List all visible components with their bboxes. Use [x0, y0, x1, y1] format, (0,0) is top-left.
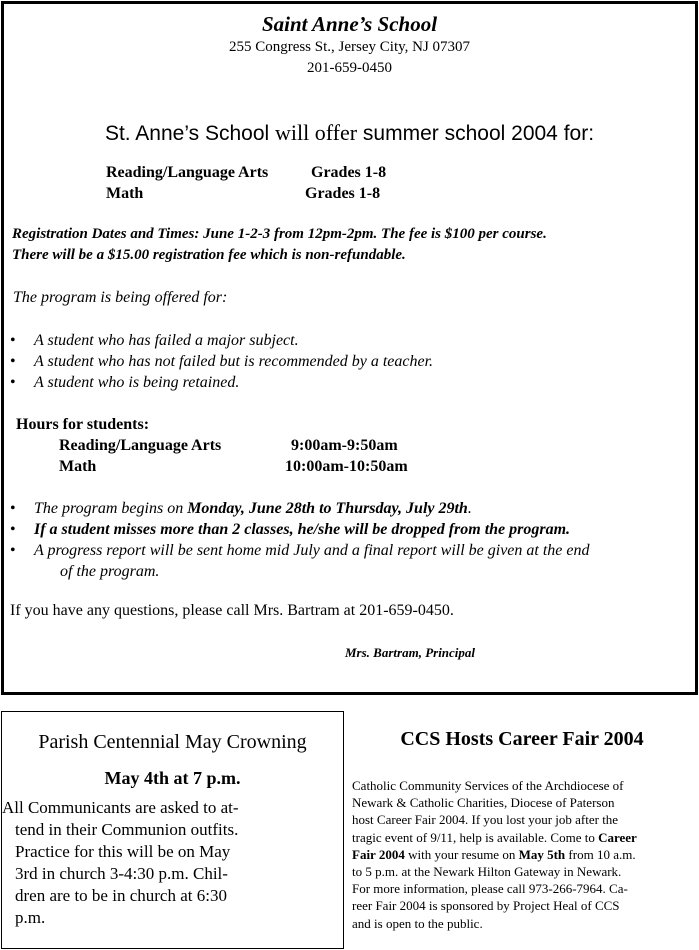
ccs-line: host Career Fair 2004. If you lost your job after the	[352, 812, 619, 828]
course-name: Math	[106, 185, 144, 202]
summer-school-notice	[1, 1, 698, 695]
parish-line: All Communicants are asked to at-	[2, 798, 239, 817]
parish-line: dren are to be in church at 6:30	[15, 886, 227, 905]
school-address: 255 Congress St., Jersey City, NJ 07307	[228, 39, 471, 55]
ccs-line: For more information, please call 973-266-7964. Ca-	[352, 881, 628, 897]
ccs-line: reer Fair 2004 is sponsored by Project Heal of CCS	[352, 898, 620, 914]
eligibility-list	[6, 330, 686, 393]
parish-title	[2, 731, 343, 754]
list-item: • A student who is being retained.	[10, 374, 240, 391]
hours-subject: Math	[59, 458, 97, 475]
offered-intro: The program is being offered for:	[13, 289, 228, 306]
parish-title-part-2: May Crowning	[184, 731, 307, 753]
hours-time: 9:00am-9:50am	[291, 437, 398, 454]
hours-heading: Hours for students:	[16, 416, 150, 433]
parish-body	[2, 797, 332, 929]
ccs-career-fair-body	[352, 777, 692, 932]
bullet-icon: •	[10, 521, 16, 538]
parish-may-crowning-box	[1, 711, 344, 949]
ccs-line: tragic event of 9/11, help is available. Come to Career	[352, 829, 637, 845]
headline-part-3: summer school 2004 for:	[357, 122, 595, 145]
course-grades: Grades 1-8	[311, 164, 387, 181]
list-item: • The program begins on Monday, June 28th to Thursday, July 29th.	[10, 500, 472, 517]
ccs-line: Fair 2004 with your resume on May 5th from 10 a.m.	[352, 846, 636, 862]
parish-line: tend in their Communion outfits.	[15, 820, 239, 839]
hours-subject: Reading/Language Arts	[59, 437, 222, 454]
course-grades: Grades 1-8	[305, 185, 381, 202]
school-name: Saint Anne’s School	[261, 12, 438, 36]
course-name: Reading/Language Arts	[106, 164, 269, 181]
list-item: • If a student misses more than 2 classes, he/she will be dropped from the program.	[10, 521, 571, 538]
parish-line: 3rd in church 3-4:30 p.m. Chil-	[15, 864, 228, 883]
headline-part-2: will offer	[275, 120, 358, 145]
list-item: • A student who has not failed but is recommended by a teacher.	[10, 353, 434, 370]
list-item: • A progress report will be sent home mid July and a final report will be given at the end of the program.	[10, 542, 590, 580]
parish-line: p.m.	[15, 908, 46, 927]
registration-line: There will be a $15.00 registration fee which is non-refundable.	[12, 247, 406, 263]
ccs-career-fair-title: CCS Hosts Career Fair 2004	[400, 728, 644, 750]
ccs-line: to 5 p.m. at the Newark Hilton Gateway in Newark.	[352, 864, 622, 880]
registration-info	[12, 224, 692, 266]
hours-time: 10:00am-10:50am	[285, 458, 408, 475]
school-phone: 201-659-0450	[307, 60, 392, 76]
principal-signature: Mrs. Bartram, Principal	[345, 645, 476, 660]
bullet-icon: •	[10, 500, 16, 517]
list-item: • A student who has failed a major subject.	[10, 332, 299, 349]
questions-contact: If you have any questions, please call Mrs. Bartram at 201-659-0450.	[10, 602, 454, 619]
parish-title-part-1: Parish Centennial	[38, 731, 185, 753]
bullet-icon: •	[10, 542, 16, 559]
bullet-icon: •	[10, 374, 16, 391]
bullet-icon: •	[10, 353, 16, 370]
registration-line: Registration Dates and Times: June 1-2-3 from 12pm-2pm. The fee is $100 per course.	[12, 226, 547, 242]
bullet-icon: •	[10, 332, 16, 349]
ccs-line: and is open to the public.	[352, 915, 483, 931]
headline-part-1: St. Anne’s School	[104, 122, 276, 145]
program-notes-list	[6, 498, 694, 582]
parish-line: Practice for this will be on May	[15, 842, 231, 861]
summer-school-headline	[4, 120, 695, 146]
ccs-line: Catholic Community Services of the Archdiocese of	[352, 778, 624, 793]
ccs-line: Newark & Catholic Charities, Diocese of Paterson	[352, 795, 615, 811]
parish-date: May 4th at 7 p.m.	[104, 768, 241, 788]
